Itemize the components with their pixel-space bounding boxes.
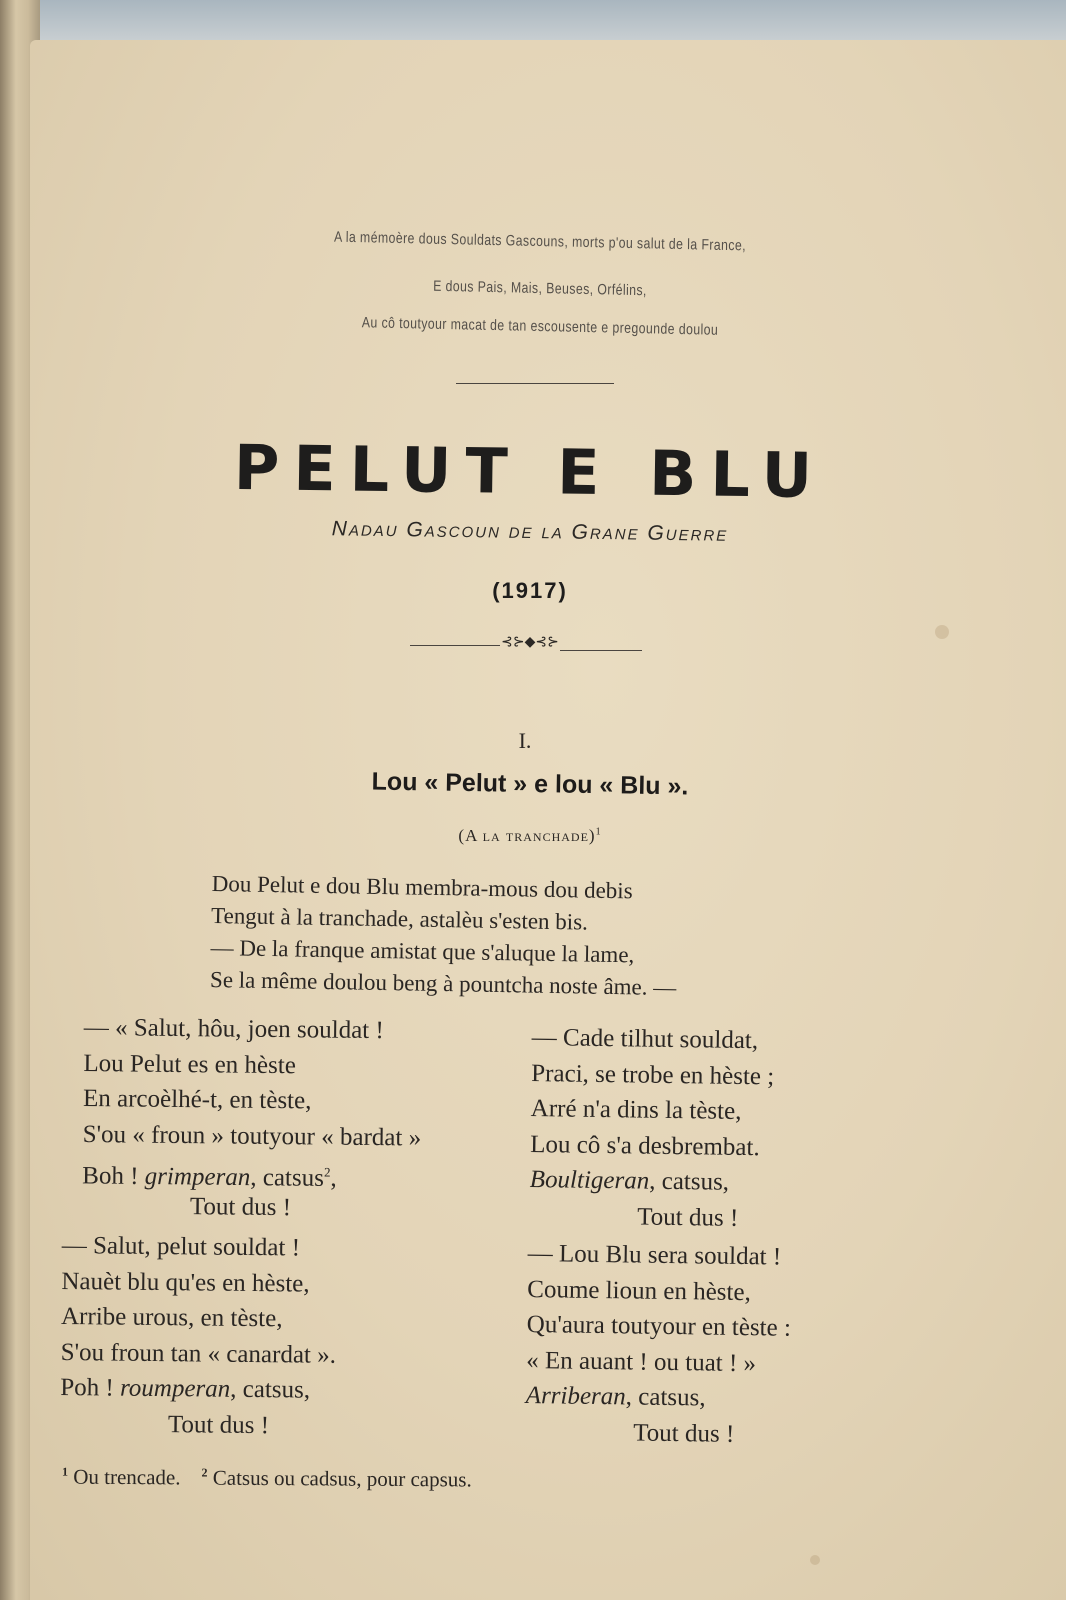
intro-line: Tengut à la tranchade, astalèu s'esten bis. xyxy=(210,902,589,935)
verse-refrain: Tout dus ! xyxy=(189,1192,292,1221)
footnote-text: Ou trencade. xyxy=(67,1464,181,1490)
verse-line: Lou Pelut es en hèste xyxy=(83,1049,297,1079)
verse-text: Poh ! xyxy=(60,1373,121,1402)
verse-italic: Arriberan xyxy=(525,1381,626,1411)
paper-stain xyxy=(810,1555,820,1565)
verse-line: Praci, se trobe en hèste ; xyxy=(531,1059,775,1090)
verse-line: Qu'aura toutyour en tèste : xyxy=(526,1310,792,1342)
intro-line: Se la même doulou beng à pountcha noste âme. — xyxy=(209,966,677,1001)
dedication-line-1: A la mémoère dous Souldats Gascouns, morts p'ou salut de la France, xyxy=(333,228,747,255)
paper-stain xyxy=(935,625,949,639)
verse-text: , catsus, xyxy=(625,1383,706,1412)
intro-line: — De la franque amistat que s'aluque la lame, xyxy=(210,934,635,968)
dedication-line-3: Au cô toutyour macat de tan escousente e pregounde doulou xyxy=(361,314,719,339)
verse-italic: roumperan xyxy=(119,1374,231,1403)
verse-line: Arribe urous, en tèste, xyxy=(60,1302,283,1333)
stanza-1-right xyxy=(529,1020,775,1236)
stanza-2-right xyxy=(525,1236,792,1453)
verse-refrain: Tout dus ! xyxy=(637,1202,739,1232)
verse-line: — « Salut, hôu, joen souldat ! xyxy=(83,1013,384,1045)
song-title: Lou « Pelut » e lou « Blu ». xyxy=(371,767,689,801)
verse-text: , catsus xyxy=(250,1164,325,1192)
verse-text: , xyxy=(330,1164,337,1192)
stanza-2-left xyxy=(60,1228,337,1444)
verse-text: Boh ! xyxy=(82,1162,145,1190)
book-subtitle: Nadau Gascoun de la Grane Guerre xyxy=(331,517,729,546)
verse-refrain: Tout dus ! xyxy=(633,1418,735,1448)
book-title: PELUT E BLU xyxy=(233,430,827,513)
ornament-flourish: ⊰⊱◆⊰⊱ xyxy=(501,635,559,650)
verse-line: S'ou « froun » toutyour « bardat » xyxy=(82,1120,422,1152)
intro-quatrain xyxy=(210,868,678,1004)
verse-line: Arré n'a dins la tèste, xyxy=(530,1094,742,1125)
verse-line: Lou cô s'a desbrembat. xyxy=(530,1130,760,1161)
book-year: (1917) xyxy=(492,578,568,603)
verse-refrain: Tout dus ! xyxy=(167,1410,270,1439)
footnote-marker: 2 xyxy=(201,1465,208,1480)
verse-text: , catsus, xyxy=(649,1167,730,1196)
verse-line: — Lou Blu sera souldat ! xyxy=(527,1239,782,1271)
ornament-rule-right xyxy=(560,650,642,651)
verse-line: « En auant ! ou tuat ! » xyxy=(526,1346,757,1377)
section-number: I. xyxy=(518,728,532,753)
intro-line: Dou Pelut e dou Blu membra-mous dou debis xyxy=(211,870,633,904)
song-note xyxy=(360,826,700,846)
verse-line: En arcoèlhé-t, en tèste, xyxy=(82,1084,312,1115)
footnote-marker: 1 xyxy=(595,826,602,838)
verse-line xyxy=(60,1370,336,1408)
dedication-line-2: E dous Pais, Mais, Beuses, Orfélins, xyxy=(433,277,647,300)
verse-line: Coume lioun en hèste, xyxy=(527,1275,752,1306)
verse-italic: grimperan xyxy=(144,1162,251,1192)
verse-line: Nauèt blu qu'es en hèste, xyxy=(61,1267,310,1298)
song-note-text: (A la tranchade) xyxy=(458,826,596,845)
footnote-text: Catsus ou cadsus, pour capsus. xyxy=(207,1465,472,1492)
verse-line: — Salut, pelut souldat ! xyxy=(61,1231,301,1262)
verse-line: — Cade tilhut souldat, xyxy=(531,1023,759,1055)
stanza-1-left xyxy=(82,1010,423,1227)
footnotes xyxy=(62,1465,472,1493)
footnote-marker: 1 xyxy=(61,1464,69,1479)
verse-line: S'ou froun tan « canardat ». xyxy=(60,1338,337,1369)
verse-line xyxy=(82,1152,421,1191)
verse-line xyxy=(526,1378,791,1417)
footnote-marker: 2 xyxy=(323,1164,331,1180)
verse-text: , catsus, xyxy=(230,1375,311,1404)
verse-italic: Boultigeran xyxy=(529,1165,650,1195)
verse-line xyxy=(530,1162,773,1201)
ornament-rule-left xyxy=(410,645,500,646)
divider-rule xyxy=(456,383,614,384)
